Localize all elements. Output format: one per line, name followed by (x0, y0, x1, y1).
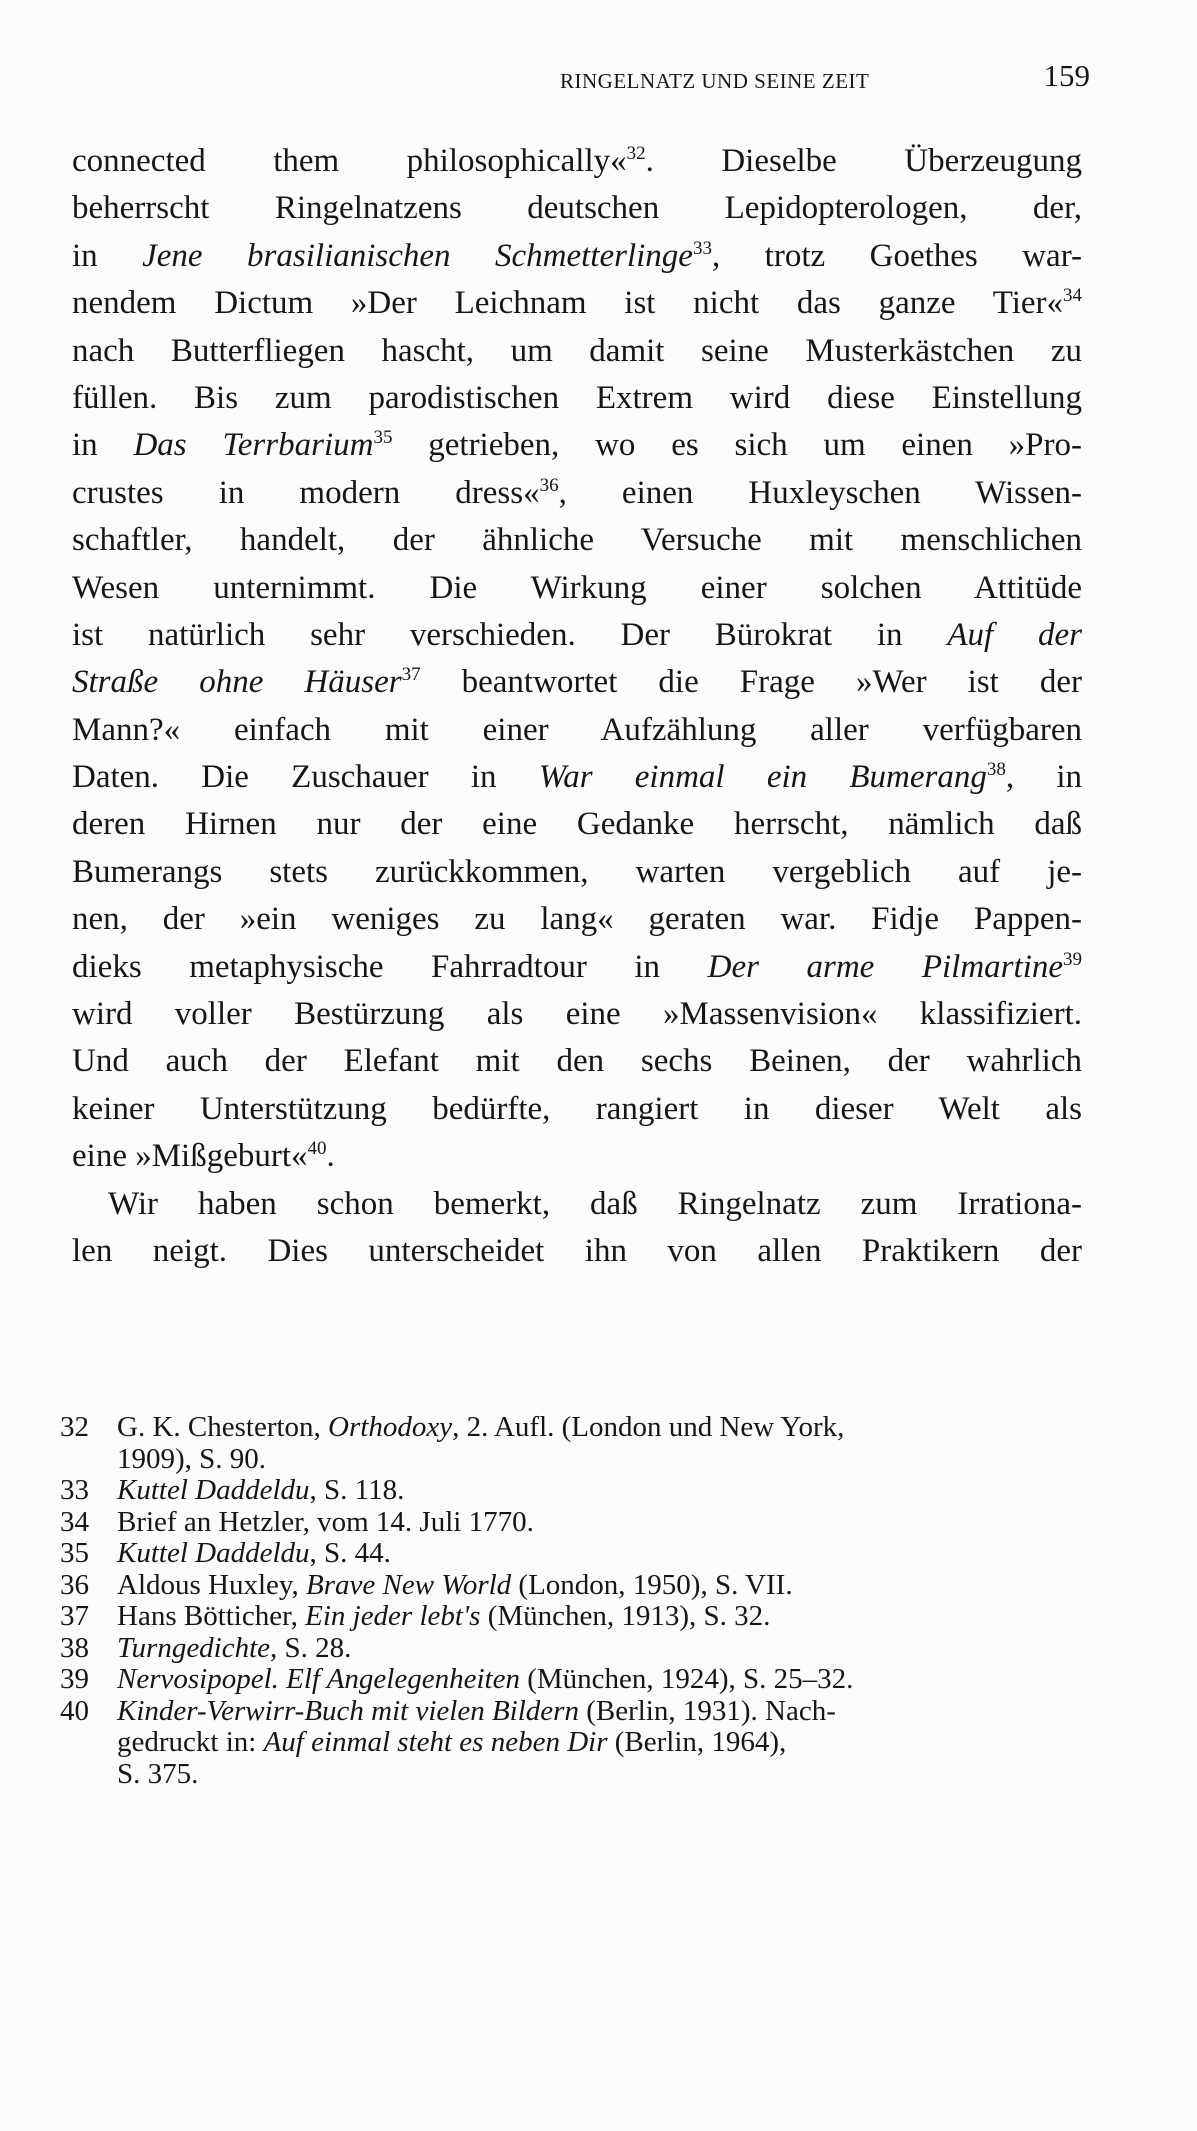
footnote-text (117, 1507, 1085, 1539)
text-line: deren Hirnen nur der eine Gedanke herrscht, nämlich daß (72, 806, 1082, 843)
footnote (60, 1601, 1085, 1633)
footnote (60, 1696, 1085, 1791)
footnote-number: 35 (60, 1537, 89, 1569)
footnote-line: Turngedichte, S. 28. (117, 1631, 352, 1664)
footnote-number: 37 (60, 1600, 89, 1632)
text-line: Und auch der Elefant mit den sechs Beinen, der wahrlich (72, 1043, 1082, 1080)
text-line: nendem Dictum »Der Leichnam ist nicht das ganze Tier«$^{34}$ (72, 285, 1082, 322)
footnote-line: 1909), S. 90. (117, 1442, 267, 1475)
text-line: crustes in modern dress«$^{36}$, einen Huxleyschen Wissen- (72, 474, 1082, 511)
text-line: Bumerangs stets zurückkommen, warten vergeblich auf je- (72, 853, 1082, 890)
footnote-text (117, 1664, 1085, 1696)
footnote-line: Aldous Huxley, Brave New World (London, 1950), S. VII. (117, 1568, 793, 1601)
body-text (72, 138, 1082, 1275)
text-line: nach Butterfliegen hascht, um damit seine Musterkästchen zu (72, 332, 1082, 369)
footnote-number: 32 (60, 1411, 89, 1443)
footnote-ref: 36 (539, 474, 559, 496)
footnote (60, 1664, 1085, 1696)
footnote-number: 36 (60, 1568, 89, 1601)
footnote (60, 1475, 1085, 1507)
text-line: ist natürlich sehr verschieden. Der Bürokrat in Auf der (72, 616, 1082, 653)
text-line: füllen. Bis zum parodistischen Extrem wird diese Einstellung (72, 379, 1082, 416)
footnote-text (117, 1696, 1085, 1791)
footnote-number: 39 (60, 1663, 89, 1695)
footnote-text (117, 1570, 1085, 1602)
footnote-text (117, 1601, 1085, 1633)
text-line: Wir haben schon bemerkt, daß Ringelnatz zum Irrationa- (108, 1185, 1082, 1222)
text-line: beherrscht Ringelnatzens deutschen Lepidopterologen, der, (72, 190, 1082, 227)
footnote-line: Kinder-Verwirr-Buch mit vielen Bildern (Berlin, 1931). Nach- (117, 1694, 836, 1727)
footnote-line: Kuttel Daddeldu, S. 118. (117, 1474, 405, 1506)
footnote (60, 1538, 1085, 1570)
text-line: in Das Terrbarium$^{35}$ getrieben, wo es sich um einen »Pro- (72, 427, 1083, 464)
text-line: wird voller Bestürzung als eine »Massenvision« klassifiziert. (72, 996, 1082, 1033)
text-line: connected them philosophically«$^{32}$. Dieselbe Überzeugung (72, 143, 1082, 179)
page-number: 159 (1043, 58, 1090, 93)
footnote-ref: 38 (986, 759, 1006, 781)
footnote-line: G. K. Chesterton, Orthodoxy, 2. Aufl. (London und New York, (117, 1411, 845, 1443)
text-line: Daten. Die Zuschauer in War einmal ein Bumerang$^{38}$, in (72, 759, 1082, 796)
footnote-number: 40 (60, 1694, 89, 1727)
footnote-number: 34 (60, 1505, 89, 1538)
footnote-line: Hans Bötticher, Ein jeder lebt's (München, 1913), S. 32. (117, 1600, 771, 1632)
footnote-line: gedruckt in: Auf einmal steht es neben Dir (Berlin, 1964), (117, 1726, 787, 1758)
footnote-ref: 33 (692, 237, 712, 259)
text-line: Straße ohne Häuser$^{37}$ beantwortet die Frage »Wer ist der (72, 664, 1082, 701)
footnote-ref: 39 (1063, 948, 1083, 970)
footnote-text (117, 1633, 1085, 1665)
text-line: dieks metaphysische Fahrradtour in Der arme Pilmartine$^{39}$ (72, 948, 1083, 985)
footnote-ref: 32 (626, 143, 646, 164)
footnote-text (117, 1538, 1085, 1570)
text-line: Wesen unternimmt. Die Wirkung einer solchen Attitüde (72, 569, 1082, 606)
text-line: Mann?« einfach mit einer Aufzählung aller verfügbaren (72, 711, 1082, 748)
text-line: keiner Unterstützung bedürfte, rangiert in dieser Welt als (72, 1090, 1082, 1127)
footnote-ref: 35 (373, 427, 393, 449)
footnote-line: Nervosipopel. Elf Angelegenheiten (München, 1924), S. 25–32. (117, 1663, 854, 1695)
footnote-line: Kuttel Daddeldu, S. 44. (117, 1537, 391, 1569)
text-line: in Jene brasilianischen Schmetterlinge$^{33}$, trotz Goethes war- (72, 237, 1083, 274)
footnote-number: 38 (60, 1631, 89, 1664)
footnote-text (117, 1475, 1085, 1507)
footnote-ref: 37 (401, 664, 421, 686)
footnote-number: 33 (60, 1474, 89, 1506)
footnote-line: S. 375. (117, 1757, 199, 1790)
running-title: RINGELNATZ UND SEINE ZEIT (560, 69, 870, 93)
footnote-line: Brief an Hetzler, vom 14. Juli 1770. (117, 1505, 534, 1538)
footnote (60, 1570, 1085, 1602)
footnote-ref: 40 (307, 1138, 327, 1160)
footnote-text (117, 1412, 1085, 1475)
page-header (560, 44, 1090, 94)
text-line: eine »Mißgeburt«$^{40}$. (72, 1138, 335, 1175)
text-line: nen, der »ein weniges zu lang« geraten war. Fidje Pappen- (72, 901, 1082, 938)
footnote (60, 1412, 1085, 1475)
text-line: schaftler, handelt, der ähnliche Versuche mit menschlichen (72, 522, 1082, 559)
footnote-ref: 34 (1063, 285, 1082, 307)
footnote (60, 1507, 1085, 1539)
text-line: len neigt. Dies unterscheidet ihn von allen Praktikern der (72, 1232, 1082, 1269)
footnote (60, 1633, 1085, 1665)
footnotes (60, 1412, 1085, 1790)
